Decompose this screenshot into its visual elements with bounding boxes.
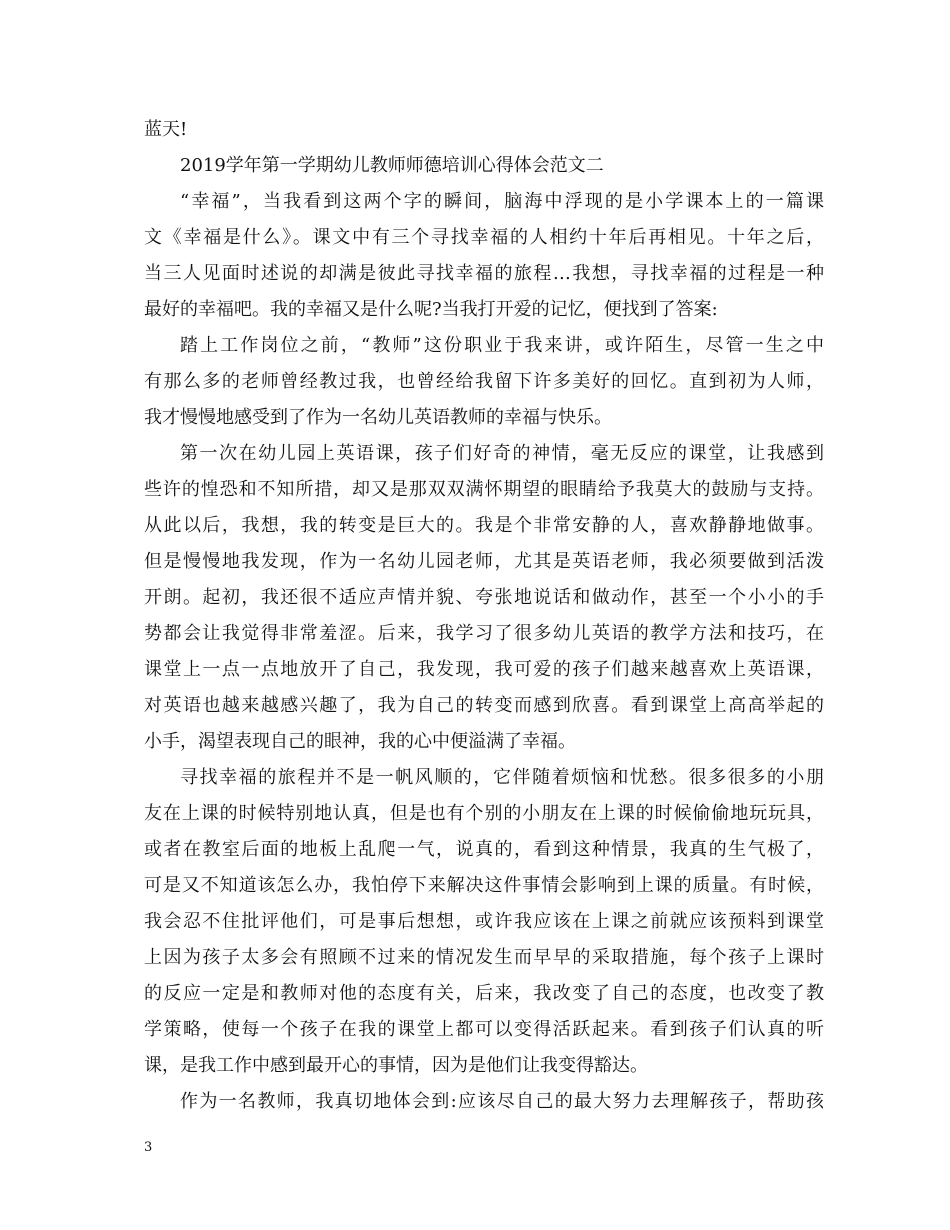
text-line: 踏上工作岗位之前，“教师”这份职业于我来讲，或许陌生，尽管一生之中 [180,335,824,356]
text-line: 课，是我工作中感到最开心的事情，因为是他们让我变得豁达。 [144,1055,648,1076]
text-line: 势都会让我觉得非常羞涩。后来，我学习了很多幼儿英语的教学方法和技巧，在 [144,623,824,644]
text-line: 上因为孩子太多会有照顾不过来的情况发生而早早的采取措施，每个孩子上课时 [144,947,824,968]
text-line: 作为一名教师，我真切地体会到:应该尽自己的最大努力去理解孩子，帮助孩 [180,1091,824,1112]
text-line: 我会忍不住批评他们，可是事后想想，或许我应该在上课之前就应该预料到课堂 [144,911,824,932]
text-line: 些许的惶恐和不知所措，却又是那双双满怀期望的眼睛给予我莫大的鼓励与支持。 [144,479,824,500]
page-number: 3 [144,1140,153,1155]
text-line: 文《幸福是什么》。课文中有三个寻找幸福的人相约十年后再相见。十年之后， [144,227,824,248]
text-line: 的反应一定是和教师对他的态度有关，后来，我改变了自己的态度，也改变了教 [144,983,824,1004]
text-line: 可是又不知道该怎么办，我怕停下来解决这件事情会影响到上课的质量。有时候， [144,875,824,896]
text-line: “幸福”，当我看到这两个字的瞬间，脑海中浮现的是小学课本上的一篇课 [180,191,824,212]
text-line: 学策略，使每一个孩子在我的课堂上都可以变得活跃起来。看到孩子们认真的听 [144,1019,824,1040]
text-line: 课堂上一点一点地放开了自己，我发现，我可爱的孩子们越来越喜欢上英语课， [144,659,824,680]
text-line: 对英语也越来越感兴趣了，我为自己的转变而感到欣喜。看到课堂上高高举起的 [144,695,824,716]
text-line: 有那么多的老师曾经教过我，也曾经给我留下许多美好的回忆。直到初为人师， [144,371,824,392]
text-line: 蓝天! [144,119,188,140]
section-heading: 2019学年第一学期幼儿教师师德培训心得体会范文二 [180,155,604,176]
text-line: 友在上课的时候特别地认真，但是也有个别的小朋友在上课的时候偷偷地玩玩具， [144,803,824,824]
text-line: 第一次在幼儿园上英语课，孩子们好奇的神情，毫无反应的课堂，让我感到 [180,443,824,464]
text-line: 小手，渴望表现自己的眼神，我的心中便溢满了幸福。 [144,731,576,752]
text-line: 最好的幸福吧。我的幸福又是什么呢?当我打开爱的记忆，便找到了答案: [144,299,718,320]
text-line: 寻找幸福的旅程并不是一帆风顺的，它伴随着烦恼和忧愁。很多很多的小朋 [180,767,824,788]
text-line: 当三人见面时述说的却满是彼此寻找幸福的旅程…我想，寻找幸福的过程是一种 [144,263,824,284]
text-line: 我才慢慢地感受到了作为一名幼儿英语教师的幸福与快乐。 [144,407,612,428]
text-line: 或者在教室后面的地板上乱爬一气，说真的，看到这种情景，我真的生气极了， [144,839,824,860]
text-line: 但是慢慢地我发现，作为一名幼儿园老师，尤其是英语老师，我必须要做到活泼 [144,551,824,572]
text-line: 开朗。起初，我还很不适应声情并貌、夸张地说话和做动作，甚至一个小小的手 [144,587,824,608]
text-line: 从此以后，我想，我的转变是巨大的。我是个非常安静的人，喜欢静静地做事。 [144,515,824,536]
